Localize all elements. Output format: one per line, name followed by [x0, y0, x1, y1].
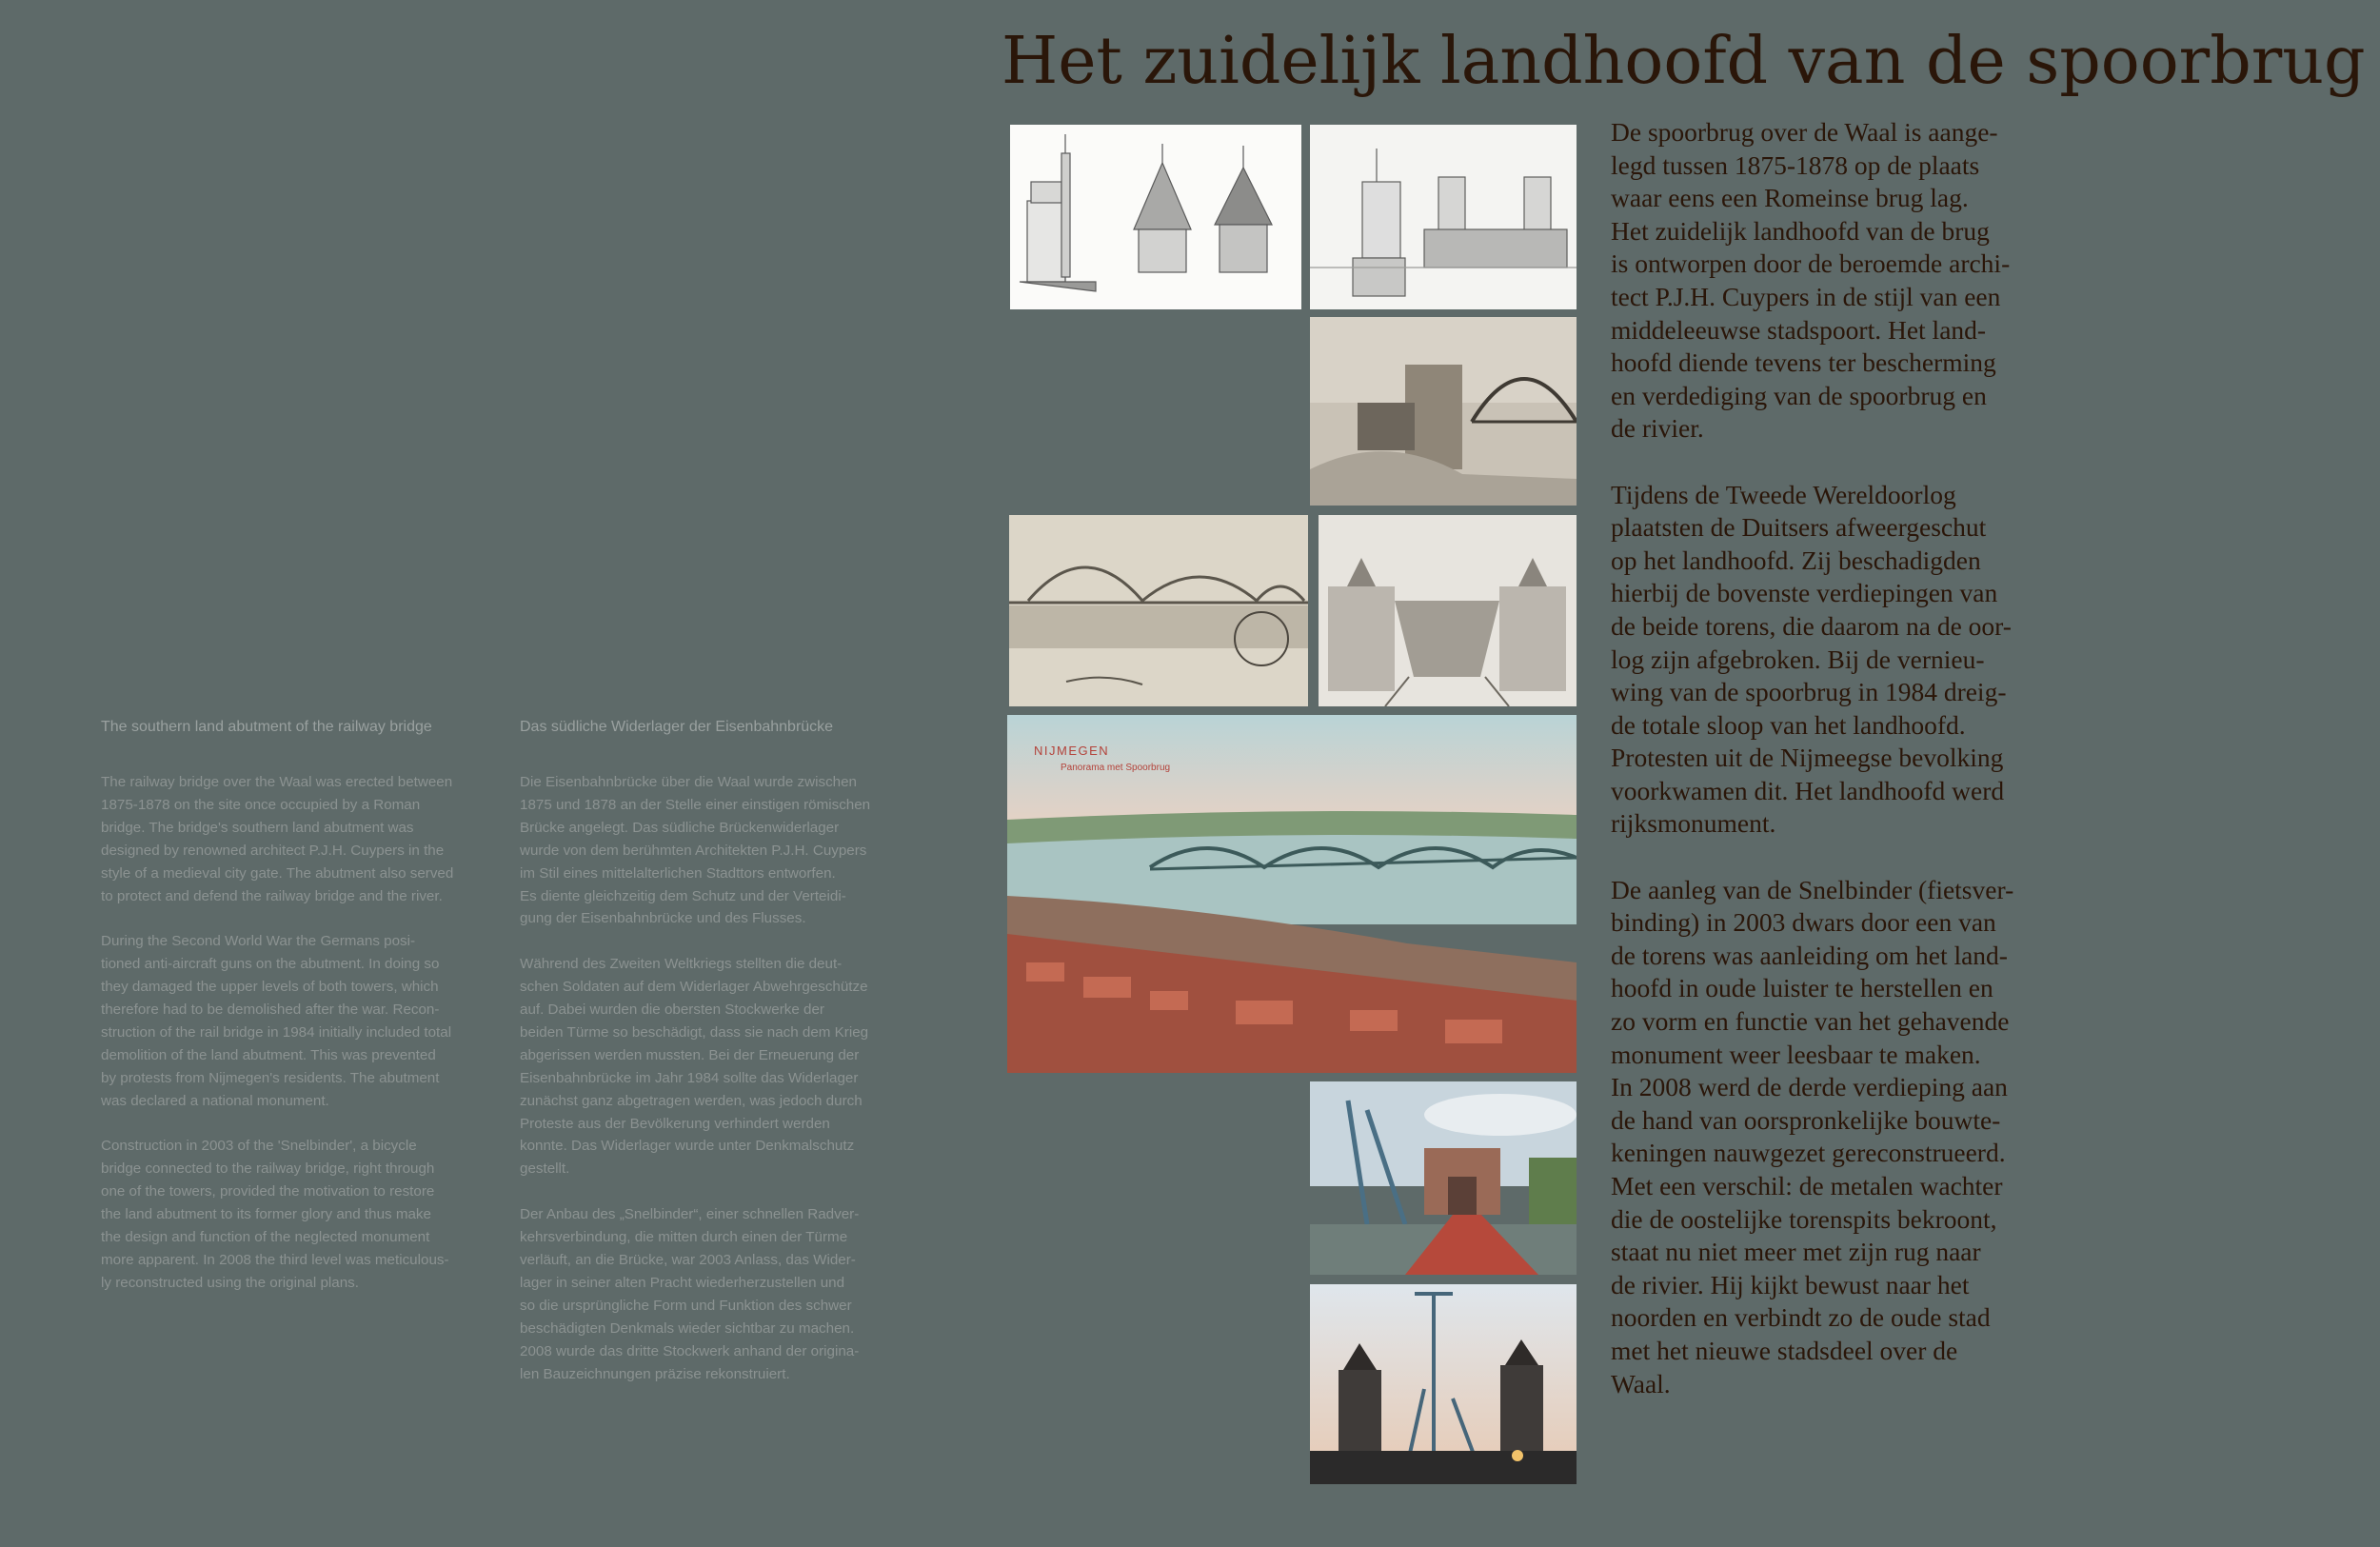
postcard-caption: Panorama met Spoorbrug — [1061, 763, 1171, 773]
photo-postcard-panorama — [1007, 715, 1577, 1073]
photo-snelbinder-day — [1310, 1081, 1577, 1275]
photo-construction — [1310, 317, 1577, 506]
photo-postcard-bridge — [1009, 515, 1308, 706]
english-paragraph: The railway bridge over the Waal was erected between 1875-1878 on the site once occupied by a Roman bridge. The bridge's southern land abutment was designed by renowned architect P.J.H. Cuypers in the style of a medieval city gate. The abutment also served to protect and defend the railway bridge and the river. — [101, 774, 454, 904]
photo-tower-drawings-left — [1010, 125, 1301, 309]
page-title: Het zuidelijk landhoofd van de spoorbrug — [1002, 24, 2366, 99]
dutch-paragraph: Tijdens de Tweede Wereldoorlog plaatsten de Duitsers afweergeschut op het landhoofd. Zij beschadigden hierbij de bovenste verdiepingen van de beide torens, die daarom na de oor- log zijn afgebroken. Bij de vernieu- wing van de spoorbrug in 1984 dreig- de totale sloop van het landhoofd. Protesten uit de Nijmeegse bevolking voorkwamen dit. Het landhoofd werd rijksmonument. — [1611, 479, 2012, 839]
postcard-city: NIJMEGEN — [1034, 744, 1110, 758]
german-paragraph: Die Eisenbahnbrücke über die Waal wurde zwischen 1875 und 1878 an der Stelle einer einstigen römischen Brücke angelegt. Das südliche Brückenwiderlager wurde von dem berühmten Architekten P.J.H. Cuypers im Stil eines mittelalterlichen Stadttors entworfen. Es diente gleichzeitig dem Schutz und der Verteidi- gung der Eisenbahnbrücke und des Flusses. — [520, 774, 871, 927]
english-column — [101, 716, 472, 1318]
german-paragraph: Der Anbau des „Snelbinder“, einer schnellen Radver- kehrsverbindung, die mitten durch einen der Türme verläuft, an die Brücke, war 2003 Anlass, das Wider- lager in seiner alten Pracht wiederherzustellen und so die ursprüngliche Form und Funktion des schwer beschädigten Denkmals wieder sichtbar zu machen. 2008 wurde das dritte Stockwerk anhand der origina- len Bauzeichnungen präzise rekonstruiert. — [520, 1206, 860, 1382]
english-paragraph: Construction in 2003 of the 'Snelbinder', a bicycle bridge connected to the railway bridge, right through one of the towers, provided the motivation to restore the land abutment to its former glory and thus make the design and function of the neglected monument more apparent. In 2008 the third level was meticulous- ly reconstructed using the original plans. — [101, 1138, 449, 1291]
photo-tower-drawings-right — [1310, 125, 1577, 309]
photo-gate-bridge — [1319, 515, 1577, 706]
dutch-paragraph: De spoorbrug over de Waal is aange- legd tussen 1875-1878 op de plaats waar eens een Romeinse brug lag. Het zuidelijk landhoofd van de brug is ontworpen door de beroemde archi- tect P.J.H. Cuypers in de stijl van een middeleeuwse stadspoort. Het land- hoofd diende tevens ter bescherming en verdediging van de spoorbrug en de rivier. — [1611, 117, 2011, 444]
english-paragraph: During the Second World War the Germans posi- tioned anti-aircraft guns on the abutment. In doing so they damaged the upper levels of both towers, which therefore had to be demolished after the war. Recon- struction of the rail bridge in 1984 initially included total demolition of the land abutment. This was prevented by protests from Nijmegen's residents. The abutment was declared a national monument. — [101, 933, 452, 1109]
photo-snelbinder-dusk — [1310, 1284, 1577, 1484]
german-heading: Das südliche Widerlager der Eisenbahnbrücke — [520, 719, 834, 735]
german-column — [520, 716, 891, 1408]
dutch-text — [1611, 116, 2106, 1434]
german-paragraph: Während des Zweiten Weltkriegs stellten die deut- schen Soldaten auf dem Widerlager Abwehrgeschütze auf. Dabei wurden die obersten Stockwerke der beiden Türme so beschädigt, dass sie nach dem Krieg abgerissen werden mussten. Bei der Erneuerung der Eisenbahnbrücke im Jahr 1984 sollte das Widerlager zunächst ganz abgetragen werden, was jedoch durch Proteste aus der Bevölkerung verhindert werden konnte. Das Widerlager wurde unter Denkmalschutz gestellt. — [520, 956, 869, 1178]
dutch-paragraph: De aanleg van de Snelbinder (fietsver- binding) in 2003 dwars door een van de torens was aanleiding om het land- hoofd in oude luister te herstellen en zo vorm en functie van het gehavende monument weer leesbaar te maken. In 2008 werd de derde verdieping aan de hand van oorspronkelijke bouwte- keningen nauwgezet gereconstrueerd. Met een verschil: de metalen wachter die de oostelijke torenspits bekroont, staat nu niet meer met zijn rug naar de rivier. Hij kijkt bewust naar het noorden en verbindt zo de oude stad met het nieuwe stadsdeel over de Waal. — [1611, 874, 2014, 1398]
english-heading: The southern land abutment of the railway bridge — [101, 719, 432, 735]
